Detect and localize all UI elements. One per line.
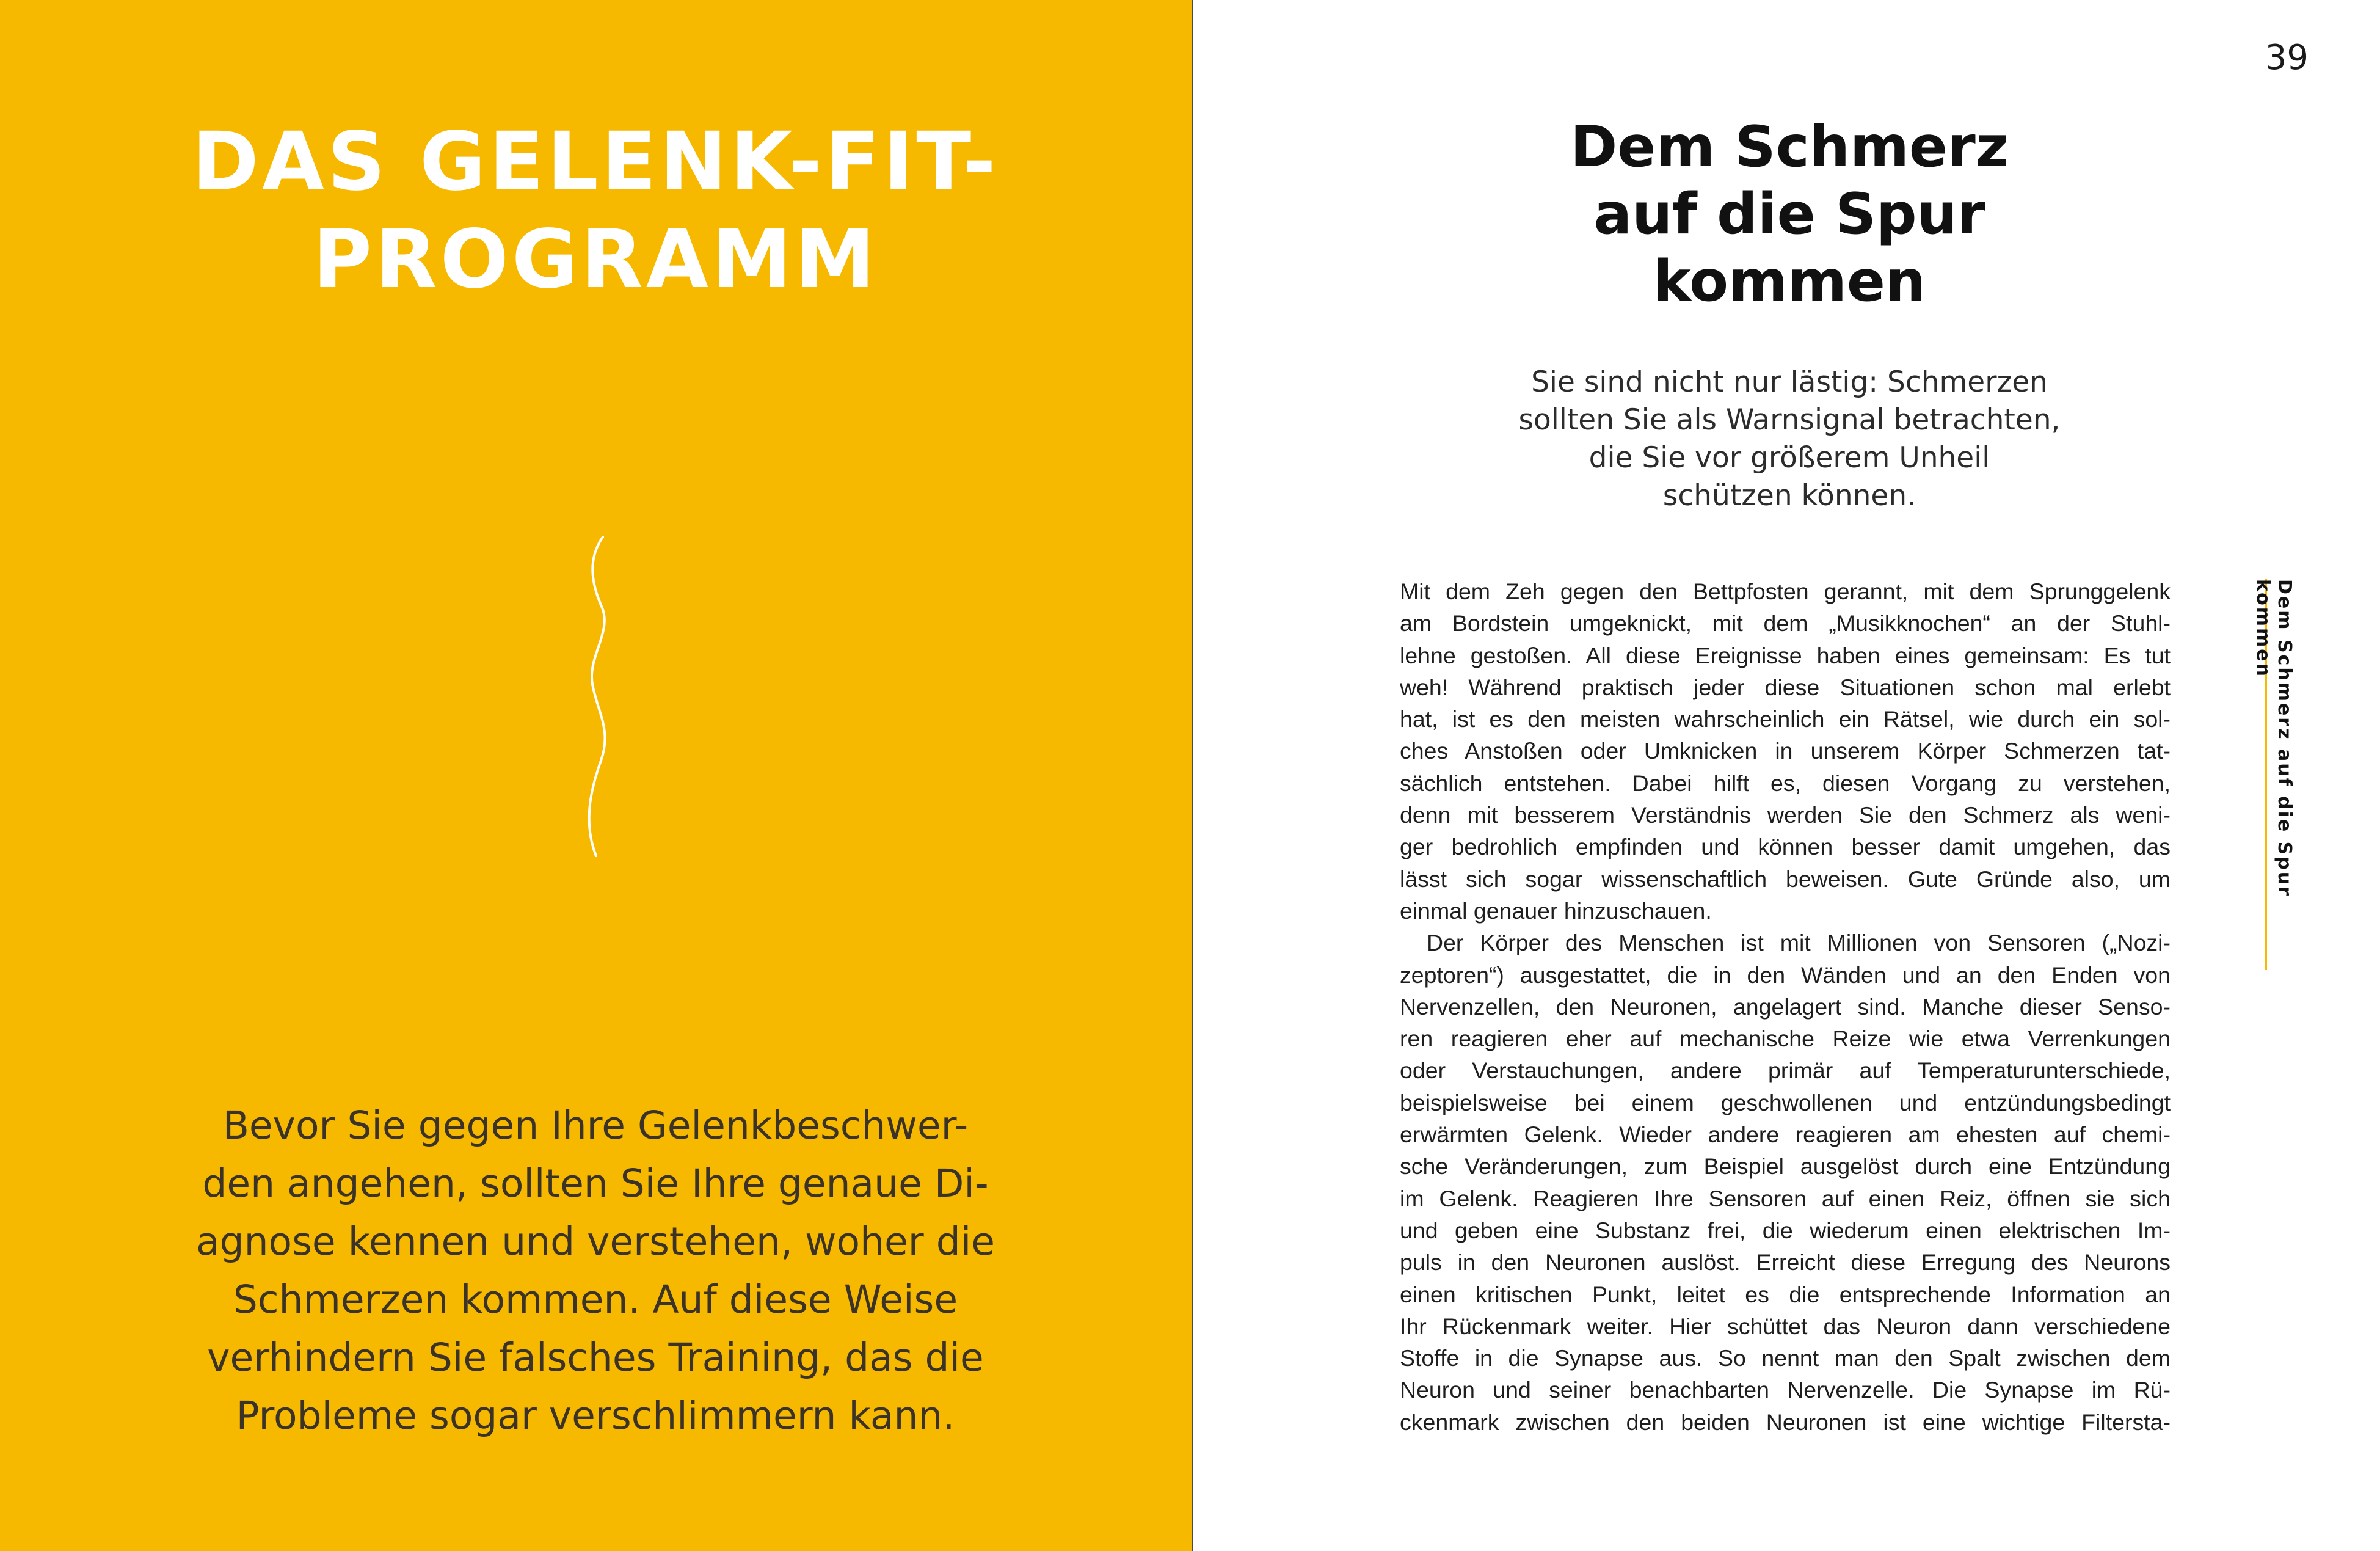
body-line: lässt sich sogar wissenschaftlich beweisen. Gute Gründe also, um [1400, 866, 2171, 892]
body-line: weh! Während praktisch jeder diese Situationen schon mal erlebt [1400, 674, 2171, 700]
squiggle-line-decoration [574, 535, 617, 858]
article-title-line: kommen [1653, 248, 1926, 314]
body-line: ger bedrohlich empfinden und können besser damit umgehen, das [1400, 834, 2171, 860]
body-line: und geben eine Substanz frei, die wiederum einen elektrischen Im- [1400, 1217, 2171, 1243]
article-title [1545, 113, 2034, 315]
body-line: Ihr Rückenmark weiter. Hier schüttet das Neuron dann verschiedene [1400, 1313, 2171, 1339]
section-title-line: PROGRAMM [313, 213, 878, 307]
body-line: ckenmark zwischen den beiden Neuronen ist eine wichtige Filtersta- [1400, 1409, 2171, 1435]
body-line: puls in den Neuronen auslöst. Erreicht diese Erregung des Neurons [1400, 1249, 2171, 1275]
body-line: Stoffe in die Synapse aus. So nennt man den Spalt zwischen dem [1400, 1345, 2171, 1371]
article-body [1400, 575, 2171, 1438]
article-lead [1454, 363, 2125, 515]
body-line: sche Veränderungen, zum Beispiel ausgelöst durch eine Entzündung [1400, 1153, 2171, 1180]
intro-line: Probleme sogar verschlimmern kann. [236, 1393, 955, 1438]
body-line: einmal genauer hinzuschauen. [1400, 897, 1712, 924]
intro-line: den angehen, sollten Sie Ihre genaue Di- [202, 1161, 989, 1206]
lead-line: Sie sind nicht nur lästig: Schmerzen [1531, 365, 2048, 399]
article-title-line: auf die Spur [1593, 181, 1985, 247]
lead-line: die Sie vor größerem Unheil [1588, 441, 1990, 475]
intro-line: Schmerzen kommen. Auf diese Weise [233, 1277, 958, 1322]
body-line: Der Körper des Menschen ist mit Millionen von Sensoren („Nozi- [1427, 930, 2171, 956]
running-head [2252, 579, 2296, 970]
body-line: am Bordstein umgeknickt, mit dem „Musikknochen“ an der Stuhl- [1400, 610, 2171, 637]
section-title-line: DAS GELENK-FIT- [192, 115, 999, 209]
section-title [122, 113, 1069, 308]
intro-line: verhindern Sie falsches Training, das die [207, 1335, 984, 1380]
body-line: beispielsweise bei einem geschwollenen und entzündungsbedingt [1400, 1089, 2171, 1115]
body-line: im Gelenk. Reagieren Ihre Sensoren auf einen Reiz, öffnen sie sich [1400, 1185, 2171, 1211]
body-line: Mit dem Zeh gegen den Bettpfosten gerannt, mit dem Sprunggelenk [1400, 578, 2171, 604]
section-intro [183, 1097, 1008, 1445]
page-number: 39 [2265, 38, 2309, 78]
body-line: erwärmten Gelenk. Wieder andere reagieren am ehesten auf chemi- [1400, 1122, 2171, 1148]
running-head-label: Dem Schmerz auf die Spur kommen [2252, 579, 2295, 897]
lead-line: schützen können. [1662, 479, 1916, 513]
body-line: oder Verstauchungen, andere primär auf Temperaturunterschiede, [1400, 1057, 2171, 1084]
body-line: hat, ist es den meisten wahrscheinlich ein Rätsel, wie durch ein sol- [1400, 706, 2171, 732]
article-title-line: Dem Schmerz [1570, 114, 2009, 180]
body-line: Neuron und seiner benachbarten Nervenzelle. Die Synapse im Rü- [1400, 1377, 2171, 1403]
body-line: denn mit besserem Verständnis werden Sie den Schmerz als weni- [1400, 802, 2171, 828]
body-line: zeptoren“) ausgestattet, die in den Wänden und an den Enden von [1400, 962, 2171, 988]
body-line: Nervenzellen, den Neuronen, angelagert sind. Manche dieser Senso- [1400, 993, 2171, 1020]
body-line: lehne gestoßen. All diese Ereignisse haben eines gemeinsam: Es tut [1400, 642, 2171, 668]
body-line: ches Anstoßen oder Umknicken in unserem Körper Schmerzen tat- [1400, 738, 2171, 764]
body-line: sächlich entstehen. Dabei hilft es, diesen Vorgang zu verstehen, [1400, 770, 2171, 796]
intro-line: Bevor Sie gegen Ihre Gelenkbeschwer- [222, 1103, 969, 1148]
body-line: einen kritischen Punkt, leitet es die entsprechende Information an [1400, 1281, 2171, 1307]
lead-line: sollten Sie als Warnsignal betrachten, [1518, 403, 2061, 437]
intro-line: agnose kennen und verstehen, woher die [196, 1219, 995, 1264]
body-line: ren reagieren eher auf mechanische Reize wie etwa Verrenkungen [1400, 1026, 2171, 1052]
